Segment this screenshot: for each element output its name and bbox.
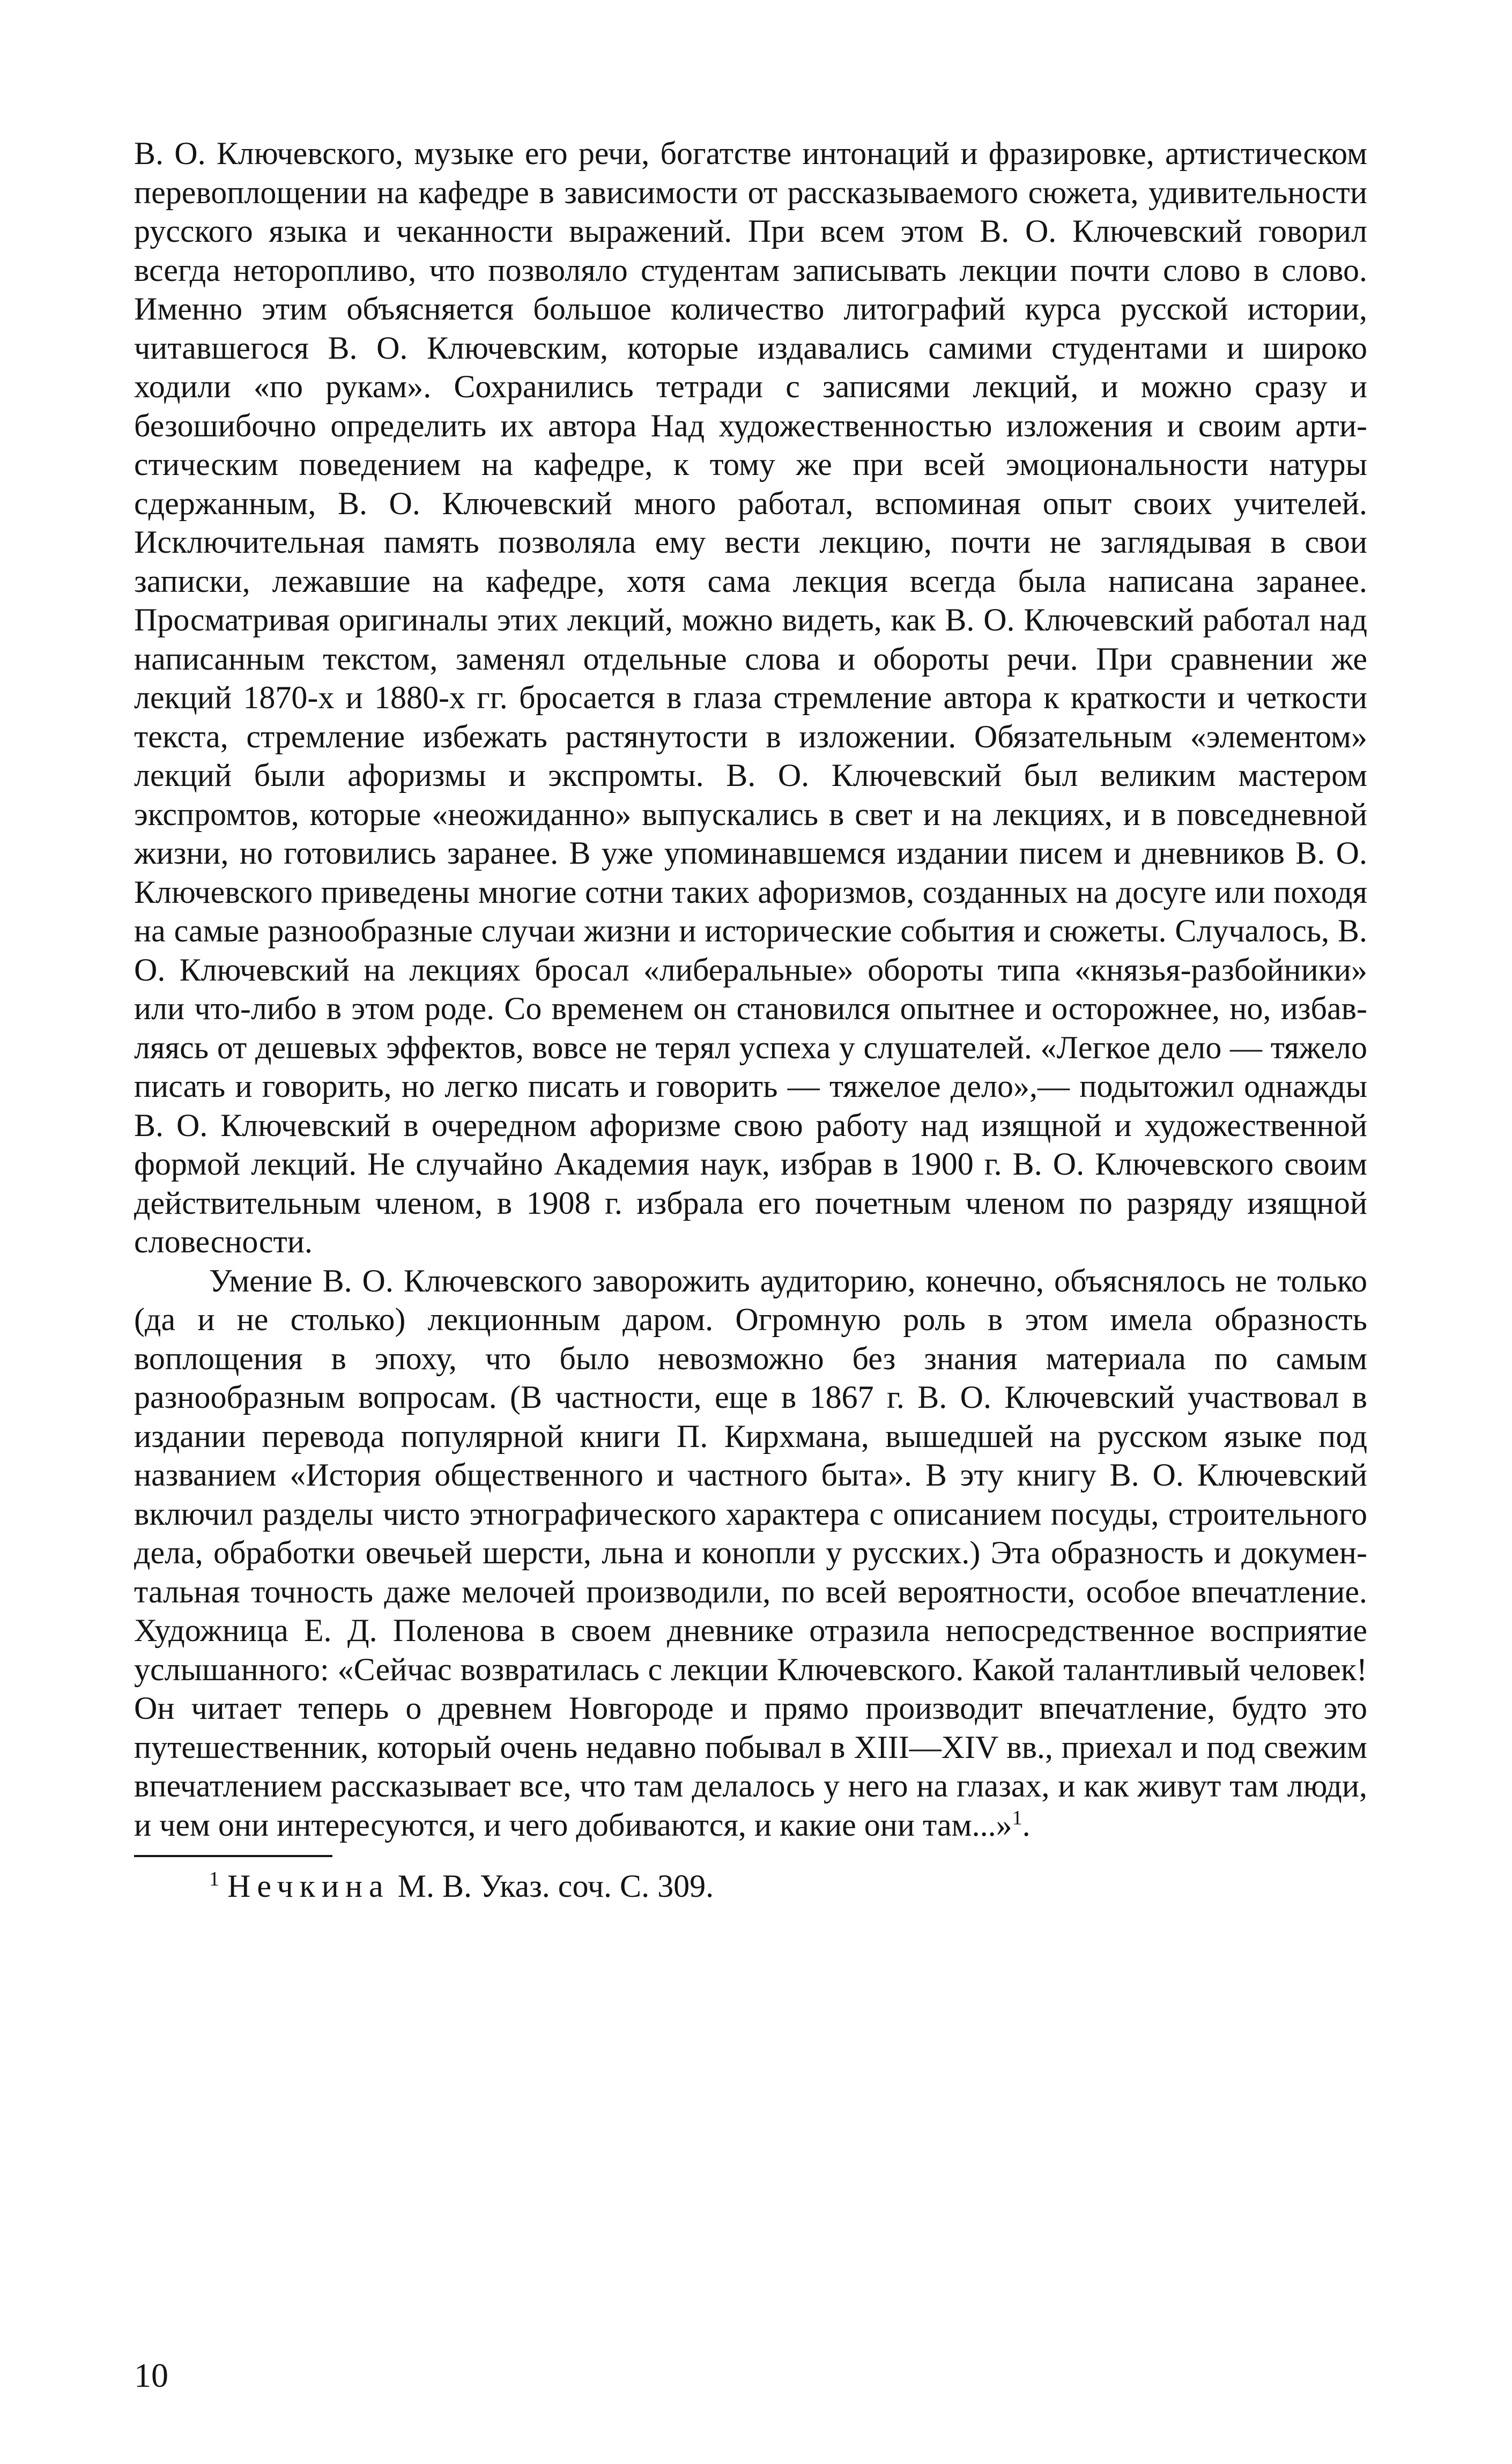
body-paragraph <box>134 134 1367 1261</box>
page-number: 10 <box>134 2356 168 2394</box>
paragraph-text: В. О. Ключевского, музыке его речи, богатстве интонаций и фразировке, артистическом перевоплощении на кафедре в зависимости от рассказываемого сюжета, удивительности русского языка и чеканности выражений. При всем этом В. О. Ключевский говорил всегда неторопливо, что позволяло студентам записывать лекции почти слово в слово. Именно этим объясняется большое количество литографий курса русской истории, читавшегося В. О. Ключевским, которые издавались самими студентами и широко ходили «по рукам». Сохранились тетради с записями лекций, и можно сразу и безошибочно определить их автора Над художественностью изложения и своим артистическим поведением на кафедре, к тому же при всей эмоциональности натуры сдержанным, В. О. Ключевский много работал, вспоминая опыт своих учителей. Исключительная память позволяла ему вести лекцию, почти не заглядывая в свои записки, лежавшие на кафедре, хотя сама лекция всегда была написана заранее. Просматривая оригиналы этих лекций, можно видеть, как В. О. Ключевский работал над написанным текстом, заменял отдельные слова и обороты речи. При сравнении же лекций 1870-х и 1880-х гг. бросается в глаза стремление автора к краткости и четкости текста, стремление избежать растянутости в изложении. Обязательным «элементом» лекций были афоризмы и экспромты. В. О. Ключевский был великим мастером экспромтов, которые «неожиданно» выпускались в свет и на лекциях, и в повседневной жизни, но готовились заранее. В уже упоминавшемся издании писем и дневников В. О. Ключевского приведены многие сотни таких афоризмов, созданных на досуге или походя на самые разнообразные случаи жизни и исторические события и сюжеты. Случалось, В. О. Ключевский на лекциях бросал «либеральные» обороты типа «князья-разбойники» или что-либо в этом роде. Со временем он становился опытнее и осторожнее, но, избавляясь от дешевых эффектов, вовсе не терял успеха у слушателей. «Легкое дело — тяжело писать и говорить, но легко писать и говорить — тяжелое дело»,— подытожил однажды В. О. Ключевский в очередном афоризме свою работу над изящной и художественной формой лекций. Не случайно Академия наук, избрав в 1900 г. В. О. Ключевского своим действительным членом, в 1908 г. избрала его почетным членом по разряду изящной словесности. <box>134 136 1367 1259</box>
paragraph-text: Умение В. О. Ключевского заворожить аудиторию, конечно, объяснялось не только (да и не столько) лекционным даром. Огромную роль в этом имела образность воплощения в эпоху, что было невозможно без знания материала по самым разнообразным вопросам. (В частности, еще в 1867 г. В. О. Ключевский участвовал в издании перевода популярной книги П. Кирхмана, вышедшей на русском языке под названием «История общественного и частного быта». В эту книгу В. О. Ключевский включил разделы чисто этнографического характера с описанием посуды, строительного дела, обработки овечьей шерсти, льна и конопли у русских.) Эта образность и документальная точность даже мелочей производили, по всей вероятности, особое впечатление. Художница Е. Д. Поленова в своем дневнике отразила непосредственное восприятие услышанного: «Сейчас возвратилась с лекции Ключевского. Какой талантливый человек! Он читает теперь о древнем Новгороде и прямо производит впечатление, будто это путешественник, который очень недавно побывал в XIII—XIV вв., приехал и под свежим впечатлением рассказывает все, что там делалось у него на глазах, и как живут там люди, и чем они интересуются, и чего добиваются, и какие они там...» <box>134 1263 1367 1843</box>
footnote-reference[interactable]: 1 <box>1012 1806 1022 1829</box>
footnote-marker: 1 <box>209 1868 219 1890</box>
footnote <box>209 1867 1367 1905</box>
footnote-author: Нечкина <box>227 1868 390 1904</box>
footnote-citation: М. В. Указ. соч. С. 309. <box>389 1868 714 1904</box>
footnote-divider <box>134 1855 332 1857</box>
page-body <box>134 134 1367 1905</box>
body-paragraph: Умение В. О. Ключевского заворожить аудиторию, конечно, объяснялось не только (да и не столько) лекционным даром. Огромную роль в этом имела образность воплощения в эпоху, что было невозможно без знания материала по самым разнообразным вопросам. (В частности, еще в 1867 г. В. О. Ключевский участвовал в издании перевода популярной книги П. Кирхмана, вышедшей на русском языке под названием «История общественного и частного быта». В эту книгу В. О. Ключевский включил разделы чисто этнографического характера с описанием посуды, строительного дела, обработки овечьей шерсти, льна и конопли у русских.) Эта образность и документальная точность даже мелочей производили, по всей вероятности, особое впечатление. Художница Е. Д. Поленова в своем дневнике отразила непосредственное восприятие услышанного: «Сейчас возвратилась с лекции Ключевского. Какой талантливый человек! Он читает теперь о древнем Новгороде и прямо производит впечатление, будто это путешественник, который очень недавно побывал в XIII—XIV вв., приехал и под свежим впечатлением рассказывает все, что там делалось у него на глазах, и как живут там люди, и чем они интересуются, и чего добиваются, и какие они там...»$^1$. <box>134 1263 1367 1843</box>
